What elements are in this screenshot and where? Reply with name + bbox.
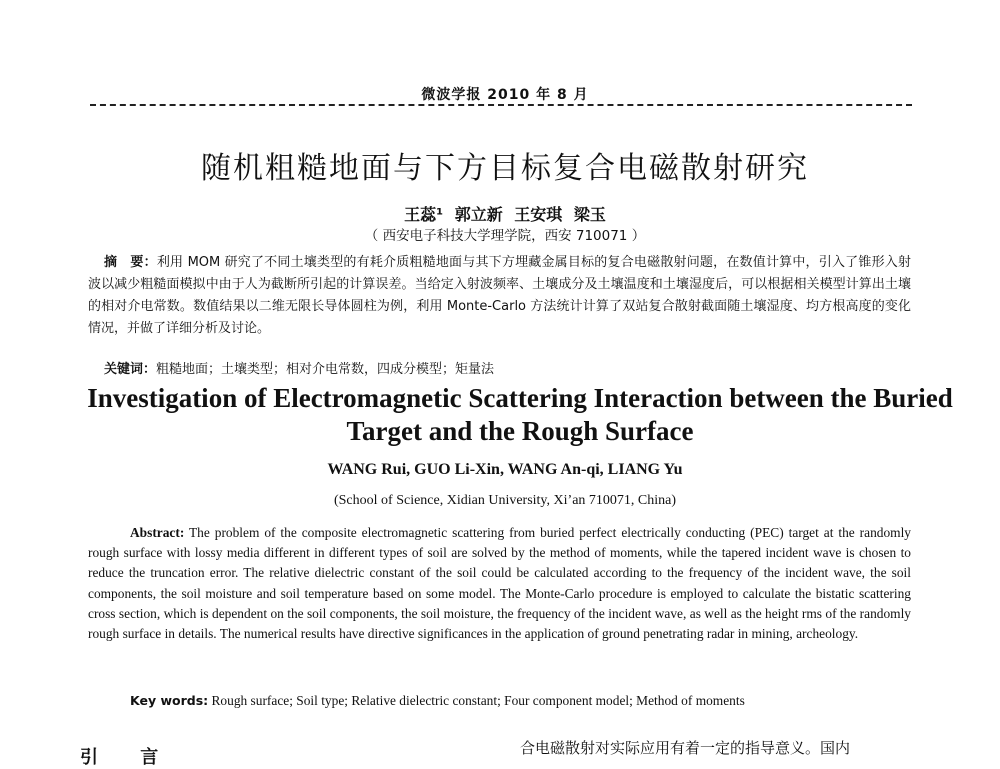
chinese-keywords xyxy=(104,358,904,377)
chinese-keywords-label: 关键词： xyxy=(104,362,157,377)
english-keywords xyxy=(130,693,910,709)
english-keywords-label: Key words: xyxy=(130,693,209,708)
chinese-abstract-label: 摘 要： xyxy=(104,255,157,270)
chinese-title: 随机粗糙地面与下方目标复合电磁散射研究 xyxy=(201,151,809,186)
chinese-keywords-text: 粗糙地面；土壤类型；相对介电常数，四成分模型；矩量法 xyxy=(156,362,495,377)
chinese-abstract xyxy=(88,252,911,340)
chinese-abstract-text: 利用 MOM 研究了不同土壤类型的有耗介质粗糙地面与其下方埋藏金属目标的复合电磁散射问题，在数值计算中，引入了锥形入射波以减少粗糙面模拟中由于人为截断所引起的计算误差。当给定入射波频率、土壤成分及土壤温度和土壤湿度后，可以根据相关模型计算出土壤的相对介电常数。数值结果以二维无限长导体圆柱为例，利用 Monte-Carlo 方法统计计算了双站复合散射截面随土壤湿度、均方根高度的变化情况，并做了详细分析及讨论。 xyxy=(88,255,911,336)
journal-header: 微波学报 2010 年 8 月 xyxy=(421,87,589,103)
english-authors: WANG Rui, GUO Li-Xin, WANG An-qi, LIANG Yu xyxy=(327,461,683,478)
english-abstract-label: Abstract: xyxy=(130,525,185,540)
english-abstract xyxy=(88,523,911,644)
chinese-authors: 王蕊¹ 郭立新 王安琪 梁玉 xyxy=(404,205,606,224)
body-text-line: 合电磁散射对实际应用有着一定的指导意义。国内 xyxy=(520,739,851,757)
english-affiliation: (School of Science, Xidian University, Xi’an 710071, China) xyxy=(333,493,677,508)
header-rule xyxy=(90,104,912,106)
english-title: Investigation of Electromagnetic Scattering Interaction between the Buried Target and the Rough Surface xyxy=(87,383,953,446)
introduction-heading: 引 言 xyxy=(80,747,177,768)
english-keywords-text: Rough surface; Soil type; Relative dielectric constant; Four component model; Method of moments xyxy=(211,693,745,708)
english-abstract-text: The problem of the composite electromagnetic scattering from buried perfect electrically conducting (PEC) target at the randomly rough surface with lossy media different in different types of soil are solved by the method of moments, while the tapered incident wave is chosen to reduce the truncation error. The relative dielectric constant of the soil could be calculated according to the frequency of the incident wave, the soil components, the soil moisture and soil temperature based on some model. The Monte-Carlo procedure is employed to calculate the bistatic scattering cross section, which is dependent on the soil components, the soil moisture, the frequency of the incident wave, as well as the height rms of the randomly rough surface in details. The numerical results have directive significances in the application of ground penetrating radar in mining, archeology. xyxy=(88,525,911,642)
chinese-affiliation: （ 西安电子科技大学理学院，西安 710071 ） xyxy=(364,228,646,244)
